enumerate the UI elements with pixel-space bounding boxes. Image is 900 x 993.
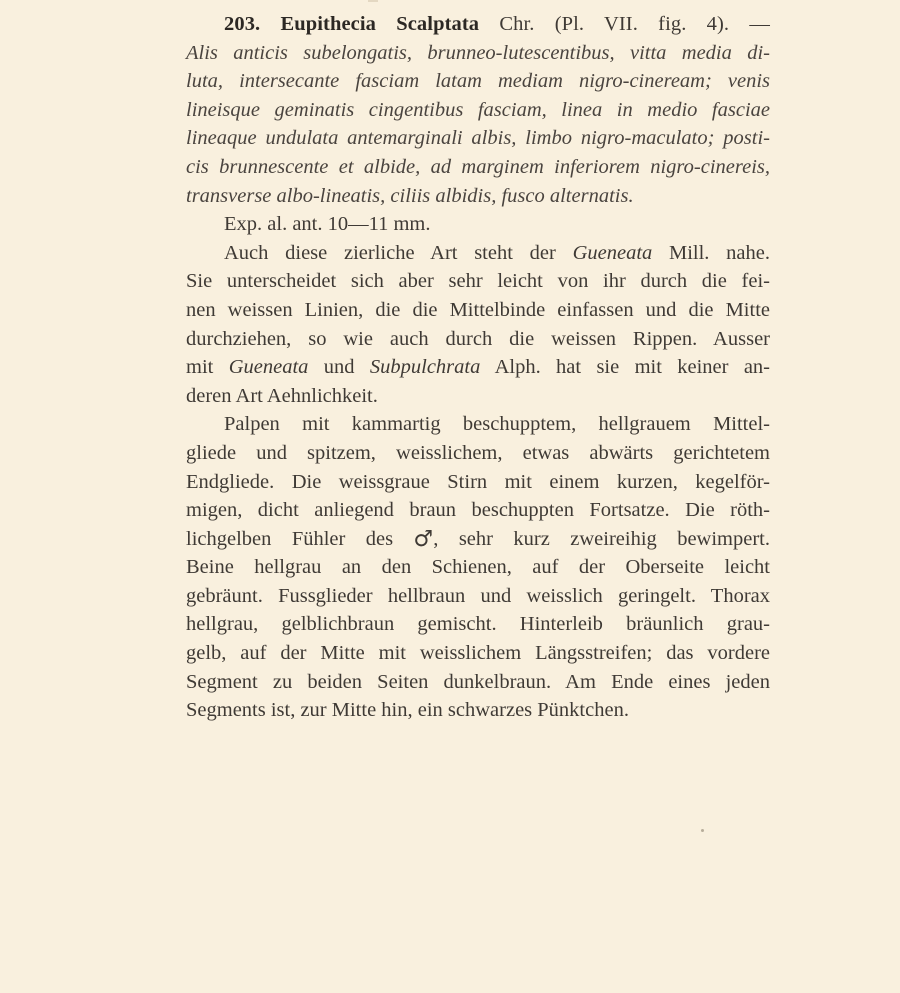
latin-diagnosis-line: luta, intersecante fasciam latam mediam nigro-cineream; venis bbox=[186, 70, 770, 93]
paragraph-1-line: deren Art Aehnlichkeit. bbox=[186, 384, 378, 407]
latin-diagnosis-line: cis brunnescente et albide, ad marginem inferiorem nigro-cinereis, bbox=[186, 155, 770, 178]
paragraph-2-line: Beine hellgrau an den Schienen, auf der Oberseite leicht bbox=[186, 556, 770, 579]
male-symbol-icon: ♂ bbox=[413, 526, 434, 552]
top-edge-mark bbox=[368, 0, 378, 2]
document-page bbox=[186, 10, 770, 725]
paragraph-2-line: Palpen mit kammartig beschupptem, hellgrauem Mittel- bbox=[224, 413, 770, 436]
species-ref-subpulchrata: Subpulchrata bbox=[369, 356, 481, 379]
text-run: Alph. hat sie mit keiner an- bbox=[480, 356, 771, 379]
paragraph-2-line: Endgliede. Die weissgraue Stirn mit einem kurzen, kegelför- bbox=[186, 470, 770, 493]
text-run: und bbox=[308, 356, 370, 379]
text-run: Mill. nahe. bbox=[652, 241, 770, 264]
paragraph-2-line: Segment zu beiden Seiten dunkelbraun. Am Ende eines jeden bbox=[186, 670, 770, 693]
species-name: Scalptata bbox=[396, 13, 480, 35]
paragraph-2-line bbox=[186, 525, 770, 554]
species-ref-gueneata: Gueneata bbox=[572, 241, 653, 264]
entry-heading bbox=[186, 10, 770, 39]
plate-reference: (Pl. VII. fig. 4). — bbox=[554, 13, 770, 35]
paragraph-2-line: migen, dicht anliegend braun beschuppten Fortsatze. Die röth- bbox=[186, 499, 770, 522]
wing-expanse: Exp. al. ant. 10—11 mm. bbox=[224, 213, 431, 236]
paragraph-1-line bbox=[186, 239, 770, 268]
paragraph-1-line: Sie unterscheidet sich aber sehr leicht von ihr durch die fei- bbox=[186, 270, 770, 293]
latin-diagnosis-line: transverse albo-lineatis, ciliis albidis, fusco alternatis. bbox=[186, 184, 634, 207]
text-run: lichgelben Fühler des bbox=[186, 527, 414, 550]
paragraph-2-line: gebräunt. Fussglieder hellbraun und weisslich geringelt. Thorax bbox=[186, 584, 770, 607]
paragraph-2-line: gliede und spitzem, weisslichem, etwas abwärts gerichtetem bbox=[186, 441, 770, 464]
paper-speck bbox=[701, 829, 704, 832]
paragraph-2-line: hellgrau, gelblichbraun gemischt. Hinterleib bräunlich grau- bbox=[186, 613, 770, 636]
latin-diagnosis-line: lineaque undulata antemarginali albis, limbo nigro-maculato; posti- bbox=[186, 127, 770, 150]
paragraph-2-line: Segments ist, zur Mitte hin, ein schwarzes Pünktchen. bbox=[186, 699, 629, 722]
text-run: Auch diese zierliche Art steht der bbox=[224, 241, 573, 264]
species-ref-gueneata: Gueneata bbox=[228, 356, 309, 379]
author-abbrev: Chr. bbox=[499, 13, 535, 35]
entry-number: 203. bbox=[224, 13, 261, 35]
latin-diagnosis-line: lineisque geminatis cingentibus fasciam, linea in medio fasciae bbox=[186, 98, 770, 121]
latin-diagnosis-line: Alis anticis subelongatis, brunneo-lutescentibus, vitta media di- bbox=[186, 41, 770, 64]
text-run: , sehr kurz zweireihig bewimpert. bbox=[433, 527, 770, 550]
paragraph-1-line: durchziehen, so wie auch durch die weissen Rippen. Ausser bbox=[186, 327, 770, 350]
paragraph-1-line: nen weissen Linien, die die Mittelbinde einfassen und die Mitte bbox=[186, 298, 770, 321]
genus-name: Eupithecia bbox=[280, 13, 377, 35]
paragraph-2-line: gelb, auf der Mitte mit weisslichem Längsstreifen; das vordere bbox=[186, 642, 770, 665]
paragraph-1-line bbox=[186, 353, 770, 382]
text-run: mit bbox=[186, 356, 229, 379]
